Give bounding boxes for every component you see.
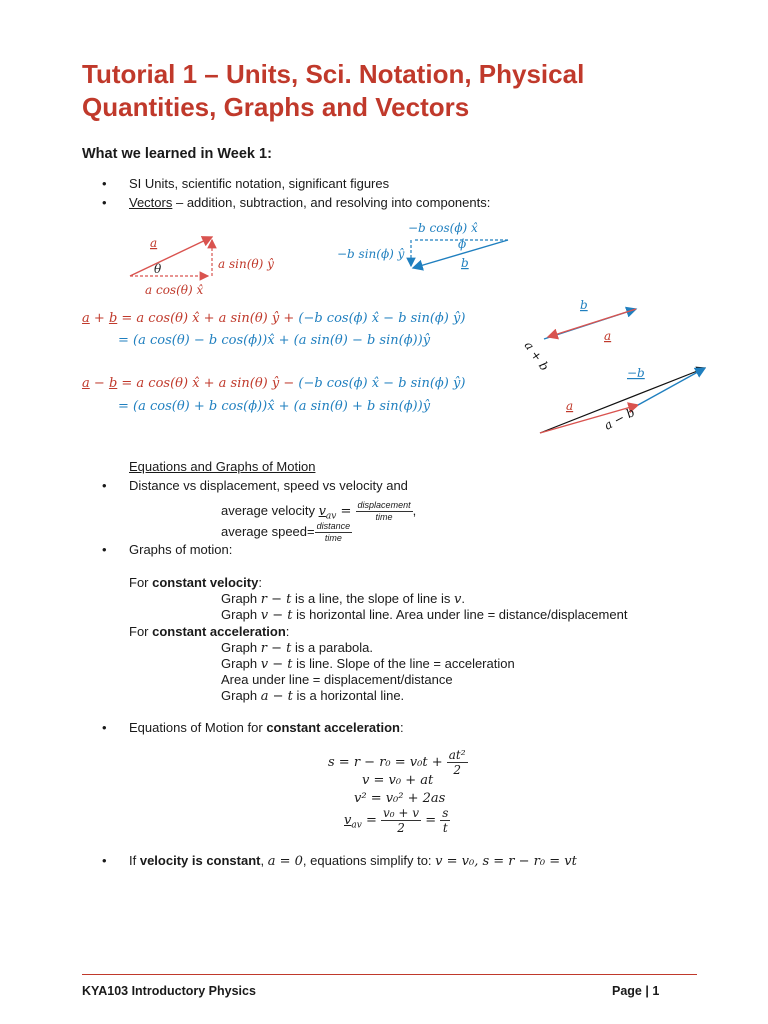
- vector-a-diagram: [120, 228, 300, 303]
- difference-equation-line2: = (a cos(θ) + b cos(ϕ))x̂ + (a sin(θ) + b sin(ϕ))ŷ: [118, 399, 431, 414]
- vector-a-label: a: [566, 399, 574, 413]
- vector-negb-arrow: [638, 368, 705, 405]
- sum-equation-line2: = (a cos(θ) − b cos(ϕ))x̂ + (a sin(θ) − b sin(ϕ))ŷ: [118, 333, 431, 348]
- difference-equation-line1: a − b = a cos(θ) x̂ + a sin(θ) ŷ − (−b cos(ϕ) x̂ − b sin(ϕ) ŷ): [82, 376, 466, 391]
- footer-course: KYA103 Introductory Physics: [82, 984, 256, 998]
- result-label: a − b: [601, 405, 638, 433]
- average-speed-definition: average speed= $\frac{\text{distance}}{\text{time}}$: [221, 521, 351, 543]
- constant-acceleration-line1: Graph r − t is a parabola.: [221, 640, 374, 656]
- constant-acceleration-heading: For constant acceleration:: [129, 624, 290, 639]
- equation-of-motion-3: v² = v₀² + 2as: [354, 791, 446, 806]
- result-label: a + b: [521, 338, 552, 374]
- angle-theta: θ: [154, 262, 162, 276]
- constant-acceleration-line2: Graph v − t is line. Slope of the line = acceleration: [221, 656, 515, 672]
- bullet-text: Graphs of motion:: [129, 542, 233, 557]
- constant-velocity-line1: Graph r − t is a line, the slope of line is v.: [221, 591, 465, 607]
- vector-b-label: b: [461, 256, 469, 270]
- motion-subheading: Equations and Graphs of Motion: [129, 459, 316, 474]
- constant-velocity-heading: For constant velocity:: [129, 575, 262, 590]
- y-component-label: −b sin(ϕ) ŷ: [337, 247, 405, 261]
- y-component-label: a sin(θ) ŷ: [218, 257, 274, 271]
- vector-b-diagram: [335, 218, 525, 278]
- section-heading: What we learned in Week 1:: [82, 146, 272, 162]
- vector-a-arrow: [130, 237, 212, 276]
- vector-a-label: a: [604, 329, 612, 343]
- footer-divider: [82, 974, 697, 975]
- constant-acceleration-line3: Area under line = displacement/distance: [221, 672, 453, 687]
- equation-of-motion-4: $v_{av}$ = $\frac{\text{v₀ + v}}{2}$ = $\frac{s}{t}$: [344, 806, 449, 835]
- constant-acceleration-line4: Graph a − t is a horizontal line.: [221, 688, 405, 704]
- average-velocity-definition: average velocity $v_{av}$ = $\frac{\text{displacement}}{\text{time}}$ ,: [221, 500, 417, 522]
- x-component-label: a cos(θ) x̂: [145, 283, 204, 297]
- vector-sum-diagram: [520, 295, 650, 374]
- constant-velocity-line2: Graph v − t is horizontal line. Area under line = distance/displacement: [221, 607, 628, 623]
- vector-a-label: a: [150, 236, 158, 250]
- angle-phi: ϕ: [458, 237, 467, 251]
- vector-b-label: b: [580, 298, 588, 312]
- equation-of-motion-2: v = v₀ + at: [362, 773, 434, 788]
- sum-equation-line1: a + b = a cos(θ) x̂ + a sin(θ) ŷ + (−b cos(ϕ) x̂ − b sin(ϕ) ŷ): [82, 311, 466, 326]
- bullet-text: SI Units, scientific notation, significant figures: [129, 176, 390, 191]
- vector-difference-diagram: [535, 360, 715, 440]
- vector-a-arrow: [548, 309, 636, 337]
- equation-of-motion-1: s = r − r₀ = v₀t + $\frac{\text{at²}}{2}$: [328, 748, 466, 777]
- page-title: Tutorial 1 – Units, Sci. Notation, Physical Quantities, Graphs and Vectors: [82, 59, 585, 122]
- negb-label: −b: [627, 366, 645, 380]
- vectors-link[interactable]: Vectors: [129, 195, 173, 210]
- footer-page-number: Page | 1: [612, 984, 660, 998]
- bullet-text: Distance vs displacement, speed vs velocity and: [129, 478, 408, 493]
- x-component-label: −b cos(ϕ) x̂: [408, 221, 478, 235]
